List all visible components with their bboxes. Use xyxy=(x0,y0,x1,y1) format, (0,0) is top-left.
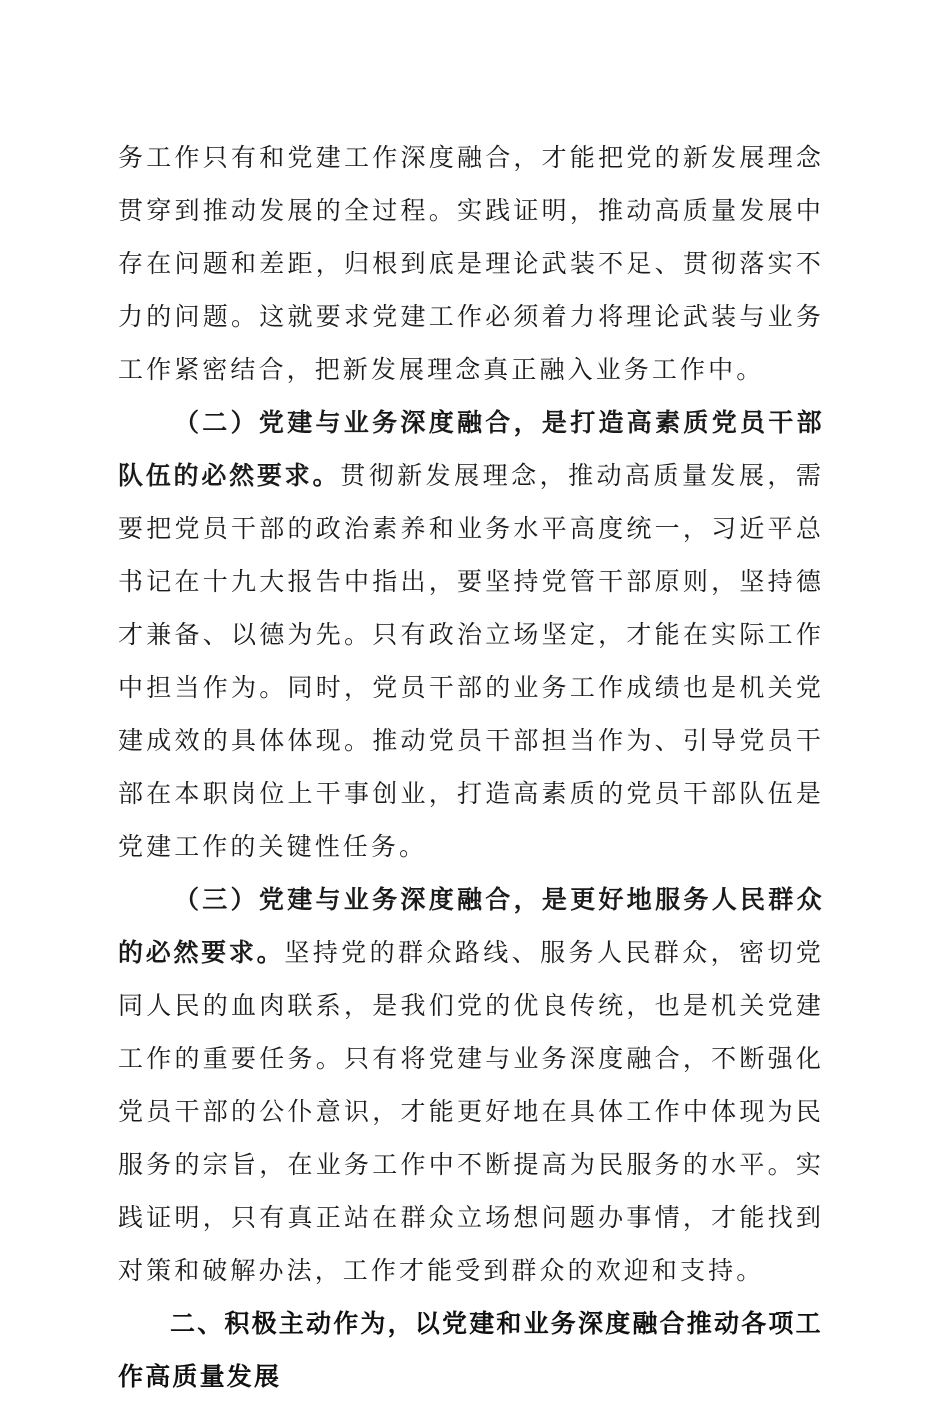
paragraph-section-2 xyxy=(118,396,824,873)
chapter-heading: 二、积极主动作为，以党建和业务深度融合推动各项工作高质量发展 xyxy=(118,1309,823,1391)
document-page xyxy=(118,131,824,1403)
section-3-body: 坚持党的群众路线、服务人民群众，密切党同人民的血肉联系，是我们党的优良传统，也是机关党建工作的重要任务。只有将党建与业务深度融合，不断强化党员干部的公仆意识，才能更好地在具体工作中体现为民服务的宗旨，在业务工作中不断提高为民服务的水平。实践证明，只有真正站在群众立场想问题办事情，才能找到对策和破解办法，工作才能受到群众的欢迎和支持。 xyxy=(118,938,824,1285)
section-2-lead: （二）党建与业务深度融合，是打造高素质党员干部队伍的必然要求。 xyxy=(118,408,824,490)
section-2-body: 贯彻新发展理念，推动高质量发展，需要把党员干部的政治素养和业务水平高度统一，习近平总书记在十九大报告中指出，要坚持党管干部原则，坚持德才兼备、以德为先。只有政治立场坚定，才能在实际工作中担当作为。同时，党员干部的业务工作成绩也是机关党建成效的具体体现。推动党员干部担当作为、引导党员干部在本职岗位上干事创业，打造高素质的党员干部队伍是党建工作的关键性任务。 xyxy=(118,461,824,861)
section-3-lead: （三）党建与业务深度融合，是更好地服务人民群众的必然要求。 xyxy=(118,885,824,967)
paragraph-continuation: 务工作只有和党建工作深度融合，才能把党的新发展理念贯穿到推动发展的全过程。实践证明，推动高质量发展中存在问题和差距，归根到底是理论武装不足、贯彻落实不力的问题。这就要求党建工作必须着力将理论武装与业务工作紧密结合，把新发展理念真正融入业务工作中。 xyxy=(118,143,824,384)
paragraph-section-3 xyxy=(118,873,824,1297)
